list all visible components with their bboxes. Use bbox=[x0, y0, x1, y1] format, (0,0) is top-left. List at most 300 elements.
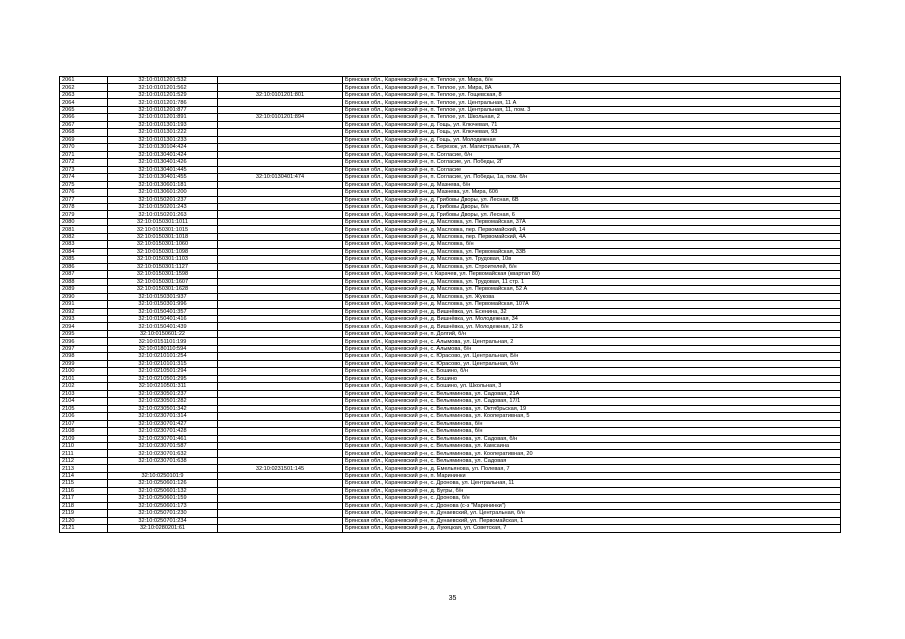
row-number-cell: 2102 bbox=[60, 383, 108, 390]
row-number-cell: 2109 bbox=[60, 435, 108, 442]
related-cadastral-number-cell bbox=[218, 510, 343, 517]
related-cadastral-number-cell bbox=[218, 405, 343, 412]
cadastral-number-cell: 32:10:0150301:1018 bbox=[108, 233, 218, 240]
row-number-cell: 2117 bbox=[60, 495, 108, 502]
cadastral-number-cell: 32:10:0150401:439 bbox=[108, 323, 218, 330]
row-number-cell: 2107 bbox=[60, 420, 108, 427]
cadastral-number-cell: 32:10:0230701:428 bbox=[108, 428, 218, 435]
row-number-cell: 2094 bbox=[60, 323, 108, 330]
row-number-cell: 2092 bbox=[60, 308, 108, 315]
related-cadastral-number-cell bbox=[218, 99, 343, 106]
cadastral-number-cell: 32:10:0230701:638 bbox=[108, 457, 218, 464]
cadastral-number-cell: 32:10:0130401:426 bbox=[108, 159, 218, 166]
address-cell: Брянская обл., Карачевский р-н, с. Вельяминова, б/н bbox=[343, 420, 841, 427]
related-cadastral-number-cell bbox=[218, 502, 343, 509]
cadastral-number-cell: 32:10:0210501:294 bbox=[108, 368, 218, 375]
related-cadastral-number-cell bbox=[218, 189, 343, 196]
table-row bbox=[60, 159, 841, 166]
row-number-cell: 2068 bbox=[60, 129, 108, 136]
table-row bbox=[60, 345, 841, 352]
address-cell: Брянская обл., Карачевский р-н, д. Масловка, пер. Первомайский, 4А bbox=[343, 233, 841, 240]
cadastral-number-cell: 32:10:0230701:427 bbox=[108, 420, 218, 427]
address-cell: Брянская обл., Карачевский р-н, с. Юрасово, ул. Центральная, Б/н bbox=[343, 353, 841, 360]
cadastral-number-cell: 32:10:0250601:173 bbox=[108, 502, 218, 509]
address-cell: Брянская обл., Карачевский р-н, д. Грибовы Дворы, ул. Лесная, 6 bbox=[343, 211, 841, 218]
cadastral-number-cell: 32:10:0101301:233 bbox=[108, 136, 218, 143]
row-number-cell: 2106 bbox=[60, 413, 108, 420]
address-cell: Брянская обл., Карачевский р-н, д. Масловка, ул. Первомайская, 37А bbox=[343, 218, 841, 225]
table-row bbox=[60, 338, 841, 345]
address-cell: Брянская обл., Карачевский р-н, с. Вельяминова, ул. Октябрьская, 19 bbox=[343, 405, 841, 412]
row-number-cell: 2100 bbox=[60, 368, 108, 375]
cadastral-number-cell: 32:10:0250601:126 bbox=[108, 480, 218, 487]
row-number-cell: 2121 bbox=[60, 525, 108, 532]
address-cell: Брянская обл., Карачевский р-н, п. Согласие bbox=[343, 166, 841, 173]
related-cadastral-number-cell bbox=[218, 420, 343, 427]
cadastral-number-cell: 32:10:0150401:416 bbox=[108, 316, 218, 323]
table-row bbox=[60, 278, 841, 285]
row-number-cell: 2065 bbox=[60, 106, 108, 113]
cadastral-number-cell: 32:10:0150201:263 bbox=[108, 211, 218, 218]
table-row bbox=[60, 457, 841, 464]
row-number-cell: 2099 bbox=[60, 360, 108, 367]
cadastral-number-cell: 32:10:0150301:996 bbox=[108, 301, 218, 308]
address-cell: Брянская обл., Карачевский р-н, с. Вельяминова, ул. Кооперативная, 20 bbox=[343, 450, 841, 457]
address-cell: Брянская обл., Карачевский р-н, с. Алымова, ул. Центральная, 2 bbox=[343, 338, 841, 345]
cadastral-number-cell: 32:10:0230501:282 bbox=[108, 398, 218, 405]
address-cell: Брянская обл., Карачевский р-н, д. Масловка, ул. Первомайская, 52 А bbox=[343, 286, 841, 293]
related-cadastral-number-cell bbox=[218, 495, 343, 502]
row-number-cell: 2118 bbox=[60, 502, 108, 509]
cadastral-number-cell: 32:10:0180110:594 bbox=[108, 345, 218, 352]
table-row bbox=[60, 525, 841, 532]
row-number-cell: 2088 bbox=[60, 278, 108, 285]
cadastral-number-cell: 32:10:0150301:1598 bbox=[108, 271, 218, 278]
cadastral-number-cell: 32:10:0150301:1060 bbox=[108, 241, 218, 248]
related-cadastral-number-cell bbox=[218, 159, 343, 166]
table-row bbox=[60, 383, 841, 390]
table-row bbox=[60, 129, 841, 136]
row-number-cell: 2119 bbox=[60, 510, 108, 517]
registry-table bbox=[59, 76, 841, 533]
table-row bbox=[60, 271, 841, 278]
address-cell: Брянская обл., Карачевский р-н, с. Дронова, ул. Центральная, 11 bbox=[343, 480, 841, 487]
cadastral-number-cell: 32:10:0210101:315 bbox=[108, 360, 218, 367]
table-row bbox=[60, 510, 841, 517]
address-cell: Брянская обл., Карачевский р-н, д. Гощь, ул. Ключевая, 93 bbox=[343, 129, 841, 136]
table-row bbox=[60, 286, 841, 293]
row-number-cell: 2116 bbox=[60, 487, 108, 494]
table-row bbox=[60, 203, 841, 210]
table-row bbox=[60, 151, 841, 158]
cadastral-number-cell: 32:10:0250101:9 bbox=[108, 472, 218, 479]
cadastral-number-cell: 32:10:0230501:342 bbox=[108, 405, 218, 412]
table-row bbox=[60, 368, 841, 375]
related-cadastral-number-cell bbox=[218, 330, 343, 337]
related-cadastral-number-cell bbox=[218, 301, 343, 308]
row-number-cell: 2089 bbox=[60, 286, 108, 293]
address-cell: Брянская обл., Карачевский р-н, д. Масловка, пер. Первомайский, 14 bbox=[343, 226, 841, 233]
cadastral-number-cell bbox=[108, 465, 218, 472]
related-cadastral-number-cell bbox=[218, 457, 343, 464]
row-number-cell: 2086 bbox=[60, 263, 108, 270]
address-cell: Брянская обл., Карачевский р-н, д. Вишнёвка, ул. Молодежная, 12 Б bbox=[343, 323, 841, 330]
cadastral-number-cell: 32:10:0150301:1628 bbox=[108, 286, 218, 293]
address-cell: Брянская обл., Карачевский р-н, с. Бошино bbox=[343, 375, 841, 382]
row-number-cell: 2076 bbox=[60, 189, 108, 196]
related-cadastral-number-cell bbox=[218, 308, 343, 315]
related-cadastral-number-cell bbox=[218, 480, 343, 487]
address-cell: Брянская обл., Карачевский р-н, п. Долгий, б/н bbox=[343, 330, 841, 337]
table-row bbox=[60, 480, 841, 487]
row-number-cell: 2082 bbox=[60, 233, 108, 240]
row-number-cell: 2101 bbox=[60, 375, 108, 382]
cadastral-number-cell: 32:10:0150301:1127 bbox=[108, 263, 218, 270]
row-number-cell: 2108 bbox=[60, 428, 108, 435]
address-cell: Брянская обл., Карачевский р-н, д. Мазнева, б/н bbox=[343, 181, 841, 188]
table-row bbox=[60, 91, 841, 98]
row-number-cell: 2079 bbox=[60, 211, 108, 218]
related-cadastral-number-cell bbox=[218, 450, 343, 457]
cadastral-number-cell: 32:10:0150601:22 bbox=[108, 330, 218, 337]
table-row bbox=[60, 241, 841, 248]
table-row bbox=[60, 256, 841, 263]
address-cell: Брянская обл., Карачевский р-н, п. Согласие, ул. Победы, 2Г bbox=[343, 159, 841, 166]
address-cell: Брянская обл., Карачевский р-н, д. Гощь, ул. Ключевая, 71 bbox=[343, 121, 841, 128]
registry-table-body bbox=[60, 77, 841, 533]
related-cadastral-number-cell bbox=[218, 487, 343, 494]
row-number-cell: 2072 bbox=[60, 159, 108, 166]
related-cadastral-number-cell bbox=[218, 435, 343, 442]
related-cadastral-number-cell bbox=[218, 218, 343, 225]
related-cadastral-number-cell bbox=[218, 263, 343, 270]
address-cell: Брянская обл., Карачевский р-н, д. Масловка, ул. Трудовая, 10в bbox=[343, 256, 841, 263]
row-number-cell: 2104 bbox=[60, 398, 108, 405]
row-number-cell: 2069 bbox=[60, 136, 108, 143]
address-cell: Брянская обл., Карачевский р-н, с. Вельяминова, ул. Садовая, 21А bbox=[343, 390, 841, 397]
table-row bbox=[60, 99, 841, 106]
table-row bbox=[60, 398, 841, 405]
row-number-cell: 2085 bbox=[60, 256, 108, 263]
table-row bbox=[60, 136, 841, 143]
related-cadastral-number-cell bbox=[218, 278, 343, 285]
table-row bbox=[60, 77, 841, 84]
related-cadastral-number-cell bbox=[218, 256, 343, 263]
cadastral-number-cell: 32:10:0130401:455 bbox=[108, 174, 218, 181]
table-row bbox=[60, 293, 841, 300]
related-cadastral-number-cell bbox=[218, 293, 343, 300]
related-cadastral-number-cell: 32:10:0101201:801 bbox=[218, 91, 343, 98]
table-row bbox=[60, 189, 841, 196]
related-cadastral-number-cell bbox=[218, 151, 343, 158]
cadastral-number-cell: 32:10:0230501:237 bbox=[108, 390, 218, 397]
related-cadastral-number-cell bbox=[218, 144, 343, 151]
row-number-cell: 2095 bbox=[60, 330, 108, 337]
address-cell: Брянская обл., Карачевский р-н, п. Согласие, ул. Победы, 1а, пом. б/н bbox=[343, 174, 841, 181]
address-cell: Брянская обл., Карачевский р-н, п. Теплое, ул. Центральная, 11, пом. 3 bbox=[343, 106, 841, 113]
cadastral-number-cell: 32:10:0230701:632 bbox=[108, 450, 218, 457]
address-cell: Брянская обл., Карачевский р-н, д. Масловка, ул. Первомайская, 33В bbox=[343, 248, 841, 255]
row-number-cell: 2075 bbox=[60, 181, 108, 188]
address-cell: Брянская обл., Карачевский р-н, с. Вельяминова, б/н bbox=[343, 428, 841, 435]
table-row bbox=[60, 353, 841, 360]
table-row bbox=[60, 442, 841, 449]
related-cadastral-number-cell bbox=[218, 181, 343, 188]
cadastral-number-cell: 32:10:0101201:532 bbox=[108, 77, 218, 84]
row-number-cell: 2081 bbox=[60, 226, 108, 233]
address-cell: Брянская обл., Карачевский р-н, п. Теплое, ул. Школьная, 2 bbox=[343, 114, 841, 121]
table-row bbox=[60, 144, 841, 151]
table-row bbox=[60, 196, 841, 203]
cadastral-number-cell: 32:10:0101201:877 bbox=[108, 106, 218, 113]
address-cell: Брянская обл., Карачевский р-н, п. Теплое, ул. Центральная, 11 А bbox=[343, 99, 841, 106]
related-cadastral-number-cell bbox=[218, 316, 343, 323]
address-cell: Брянская обл., Карачевский р-н, д. Емельянова, ул. Полевая, 7 bbox=[343, 465, 841, 472]
row-number-cell: 2115 bbox=[60, 480, 108, 487]
cadastral-number-cell: 32:10:0150301:1607 bbox=[108, 278, 218, 285]
address-cell: Брянская обл., Карачевский р-н, с. Алымова, б/н bbox=[343, 345, 841, 352]
cadastral-number-cell: 32:10:0210501:295 bbox=[108, 375, 218, 382]
table-row bbox=[60, 218, 841, 225]
row-number-cell: 2083 bbox=[60, 241, 108, 248]
table-row bbox=[60, 360, 841, 367]
row-number-cell: 2084 bbox=[60, 248, 108, 255]
cadastral-number-cell: 32:10:0150301:1103 bbox=[108, 256, 218, 263]
address-cell: Брянская обл., Карачевский р-н, п. Согласие, б/н bbox=[343, 151, 841, 158]
address-cell: Брянская обл., Карачевский р-н, с. Дронова, б/н bbox=[343, 495, 841, 502]
address-cell: Брянская обл., Карачевский р-н, п. Дунаевский, ул. Центральная, б/н bbox=[343, 510, 841, 517]
address-cell: Брянская обл., Карачевский р-н, с. Вельяминова, ул. Садовая bbox=[343, 457, 841, 464]
cadastral-number-cell: 32:10:0150401:357 bbox=[108, 308, 218, 315]
related-cadastral-number-cell bbox=[218, 413, 343, 420]
related-cadastral-number-cell bbox=[218, 241, 343, 248]
related-cadastral-number-cell bbox=[218, 271, 343, 278]
related-cadastral-number-cell bbox=[218, 442, 343, 449]
address-cell: Брянская обл., Карачевский р-н, п. Теплое, ул. Мира, б/н bbox=[343, 77, 841, 84]
cadastral-number-cell: 32:10:0210101:254 bbox=[108, 353, 218, 360]
related-cadastral-number-cell bbox=[218, 233, 343, 240]
related-cadastral-number-cell bbox=[218, 248, 343, 255]
cadastral-number-cell: 32:10:0150301:1098 bbox=[108, 248, 218, 255]
cadastral-number-cell: 32:10:0130601:200 bbox=[108, 189, 218, 196]
row-number-cell: 2103 bbox=[60, 390, 108, 397]
address-cell: Брянская обл., Карачевский р-н, с. Дронова (с-з "Марининки") bbox=[343, 502, 841, 509]
related-cadastral-number-cell bbox=[218, 390, 343, 397]
cadastral-number-cell: 32:10:0250701:234 bbox=[108, 517, 218, 524]
address-cell: Брянская обл., Карачевский р-н, д. Грибовы Дворы, б/н bbox=[343, 203, 841, 210]
table-row bbox=[60, 301, 841, 308]
related-cadastral-number-cell bbox=[218, 121, 343, 128]
cadastral-number-cell: 32:10:0210501:311 bbox=[108, 383, 218, 390]
related-cadastral-number-cell bbox=[218, 428, 343, 435]
cadastral-number-cell: 32:10:0101301:222 bbox=[108, 129, 218, 136]
row-number-cell: 2073 bbox=[60, 166, 108, 173]
row-number-cell: 2112 bbox=[60, 457, 108, 464]
table-row bbox=[60, 114, 841, 121]
row-number-cell: 2111 bbox=[60, 450, 108, 457]
address-cell: Брянская обл., Карачевский р-н, г. Карачев, ул. Первомайская (квартал 80) bbox=[343, 271, 841, 278]
cadastral-number-cell: 32:10:0150201:237 bbox=[108, 196, 218, 203]
table-row bbox=[60, 323, 841, 330]
table-row bbox=[60, 502, 841, 509]
row-number-cell: 2097 bbox=[60, 345, 108, 352]
address-cell: Брянская обл., Карачевский р-н, с. Березок, ул. Магистральная, 7А bbox=[343, 144, 841, 151]
cadastral-number-cell: 32:10:0130401:445 bbox=[108, 166, 218, 173]
row-number-cell: 2077 bbox=[60, 196, 108, 203]
table-row bbox=[60, 211, 841, 218]
table-row bbox=[60, 413, 841, 420]
address-cell: Брянская обл., Карачевский р-н, д. Вишнёвка, ул. Есенина, 32 bbox=[343, 308, 841, 315]
related-cadastral-number-cell bbox=[218, 211, 343, 218]
cadastral-number-cell: 32:10:0230701:314 bbox=[108, 413, 218, 420]
cadastral-number-cell: 32:10:0150201:243 bbox=[108, 203, 218, 210]
table-row bbox=[60, 84, 841, 91]
cadastral-number-cell: 32:10:0150301:937 bbox=[108, 293, 218, 300]
related-cadastral-number-cell bbox=[218, 129, 343, 136]
address-cell: Брянская обл., Карачевский р-н, с. Вельяминова, ул. Кооперативная, 5 bbox=[343, 413, 841, 420]
address-cell: Брянская обл., Карачевский р-н, с. Юрасово, ул. Центральная, б/н bbox=[343, 360, 841, 367]
address-cell: Брянская обл., Карачевский р-н, п. Марининки bbox=[343, 472, 841, 479]
cadastral-number-cell: 32:10:0130401:424 bbox=[108, 151, 218, 158]
cadastral-number-cell: 32:10:0230701:587 bbox=[108, 442, 218, 449]
address-cell: Брянская обл., Карачевский р-н, д. Вишнёвка, ул. Молодежная, 34 bbox=[343, 316, 841, 323]
row-number-cell: 2098 bbox=[60, 353, 108, 360]
address-cell: Брянская обл., Карачевский р-н, с. Вельяминова, ул. Садовая, 17/1 bbox=[343, 398, 841, 405]
row-number-cell: 2090 bbox=[60, 293, 108, 300]
related-cadastral-number-cell bbox=[218, 360, 343, 367]
related-cadastral-number-cell bbox=[218, 106, 343, 113]
row-number-cell: 2062 bbox=[60, 84, 108, 91]
page-number: 35 bbox=[448, 595, 457, 602]
address-cell: Брянская обл., Карачевский р-н, д. Масловка, ул. Трудовая, 11 стр. 1 bbox=[343, 278, 841, 285]
related-cadastral-number-cell bbox=[218, 226, 343, 233]
cadastral-number-cell: 32:10:0101201:786 bbox=[108, 99, 218, 106]
row-number-cell: 2114 bbox=[60, 472, 108, 479]
cadastral-number-cell: 32:10:0280201:61 bbox=[108, 525, 218, 532]
related-cadastral-number-cell bbox=[218, 203, 343, 210]
address-cell: Брянская обл., Карачевский р-н, п. Теплое, ул. Мира, 8А bbox=[343, 84, 841, 91]
row-number-cell: 2061 bbox=[60, 77, 108, 84]
table-row bbox=[60, 233, 841, 240]
row-number-cell: 2120 bbox=[60, 517, 108, 524]
table-row bbox=[60, 450, 841, 457]
table-row bbox=[60, 495, 841, 502]
table-row bbox=[60, 174, 841, 181]
cadastral-number-cell: 32:10:0250701:230 bbox=[108, 510, 218, 517]
table-row bbox=[60, 181, 841, 188]
cadastral-number-cell: 32:10:0101201:562 bbox=[108, 84, 218, 91]
related-cadastral-number-cell bbox=[218, 286, 343, 293]
table-row bbox=[60, 330, 841, 337]
related-cadastral-number-cell bbox=[218, 323, 343, 330]
row-number-cell: 2110 bbox=[60, 442, 108, 449]
row-number-cell: 2091 bbox=[60, 301, 108, 308]
table-row bbox=[60, 405, 841, 412]
cadastral-number-cell: 32:10:0150301:1011 bbox=[108, 218, 218, 225]
address-cell: Брянская обл., Карачевский р-н, д. Мазнева, ул. Мира, 60б bbox=[343, 189, 841, 196]
related-cadastral-number-cell: 32:10:0101201:894 bbox=[218, 114, 343, 121]
table-row bbox=[60, 308, 841, 315]
table-row bbox=[60, 166, 841, 173]
cadastral-number-cell: 32:10:0130601:181 bbox=[108, 181, 218, 188]
related-cadastral-number-cell bbox=[218, 338, 343, 345]
cadastral-number-cell: 32:10:0151101:199 bbox=[108, 338, 218, 345]
address-cell: Брянская обл., Карачевский р-н, с. Вельяминова, ул. Камсаина bbox=[343, 442, 841, 449]
address-cell: Брянская обл., Карачевский р-н, с. Бошино, ул. Школьная, 3 bbox=[343, 383, 841, 390]
table-row bbox=[60, 390, 841, 397]
related-cadastral-number-cell bbox=[218, 472, 343, 479]
table-row bbox=[60, 487, 841, 494]
row-number-cell: 2093 bbox=[60, 316, 108, 323]
table-row bbox=[60, 226, 841, 233]
address-cell: Брянская обл., Карачевский р-н, д. Гощь, ул. Молодежная bbox=[343, 136, 841, 143]
address-cell: Брянская обл., Карачевский р-н, д. Масловка, ул. Строителей, б/н bbox=[343, 263, 841, 270]
related-cadastral-number-cell bbox=[218, 383, 343, 390]
row-number-cell: 2074 bbox=[60, 174, 108, 181]
address-cell: Брянская обл., Карачевский р-н, д. Масловка, ул. Жукова bbox=[343, 293, 841, 300]
address-cell: Брянская обл., Карачевский р-н, с. Бошино, б/н bbox=[343, 368, 841, 375]
related-cadastral-number-cell bbox=[218, 353, 343, 360]
related-cadastral-number-cell bbox=[218, 345, 343, 352]
related-cadastral-number-cell bbox=[218, 517, 343, 524]
address-cell: Брянская обл., Карачевский р-н, д. Грибовы Дворы, ул. Лесная, 6В bbox=[343, 196, 841, 203]
table-row bbox=[60, 106, 841, 113]
related-cadastral-number-cell bbox=[218, 196, 343, 203]
related-cadastral-number-cell bbox=[218, 136, 343, 143]
address-cell: Брянская обл., Карачевский р-н, п. Дунаевский, ул. Первомайская, 1 bbox=[343, 517, 841, 524]
cadastral-number-cell: 32:10:0130104:424 bbox=[108, 144, 218, 151]
address-cell: Брянская обл., Карачевский р-н, д. Лукецкая, ул. Советская, 7 bbox=[343, 525, 841, 532]
related-cadastral-number-cell bbox=[218, 84, 343, 91]
table-row bbox=[60, 375, 841, 382]
table-row bbox=[60, 248, 841, 255]
related-cadastral-number-cell: 32:10:0231501:145 bbox=[218, 465, 343, 472]
table-row bbox=[60, 517, 841, 524]
table-row bbox=[60, 263, 841, 270]
row-number-cell: 2105 bbox=[60, 405, 108, 412]
related-cadastral-number-cell bbox=[218, 368, 343, 375]
cadastral-number-cell: 32:10:0101201:529 bbox=[108, 91, 218, 98]
address-cell: Брянская обл., Карачевский р-н, с. Вельяминова, ул. Садовая, б/н bbox=[343, 435, 841, 442]
table-row bbox=[60, 316, 841, 323]
row-number-cell: 2064 bbox=[60, 99, 108, 106]
address-cell: Брянская обл., Карачевский р-н, п. Теплое, ул. Гощевская, 8 bbox=[343, 91, 841, 98]
row-number-cell: 2096 bbox=[60, 338, 108, 345]
related-cadastral-number-cell bbox=[218, 375, 343, 382]
row-number-cell: 2087 bbox=[60, 271, 108, 278]
row-number-cell: 2067 bbox=[60, 121, 108, 128]
related-cadastral-number-cell bbox=[218, 525, 343, 532]
related-cadastral-number-cell bbox=[218, 166, 343, 173]
row-number-cell: 2080 bbox=[60, 218, 108, 225]
cadastral-number-cell: 32:10:0250601:132 bbox=[108, 487, 218, 494]
row-number-cell: 2070 bbox=[60, 144, 108, 151]
cadastral-number-cell: 32:10:0150301:1015 bbox=[108, 226, 218, 233]
cadastral-number-cell: 32:10:0101201:891 bbox=[108, 114, 218, 121]
address-cell: Брянская обл., Карачевский р-н, д. Масловка, ул. Первомайская, 107А bbox=[343, 301, 841, 308]
row-number-cell: 2066 bbox=[60, 114, 108, 121]
cadastral-number-cell: 32:10:0230701:461 bbox=[108, 435, 218, 442]
table-row bbox=[60, 121, 841, 128]
address-cell: Брянская обл., Карачевский р-н, д. Бугры, б/н bbox=[343, 487, 841, 494]
address-cell: Брянская обл., Карачевский р-н, д. Масловка, б/н bbox=[343, 241, 841, 248]
row-number-cell: 2063 bbox=[60, 91, 108, 98]
row-number-cell: 2071 bbox=[60, 151, 108, 158]
row-number-cell: 2078 bbox=[60, 203, 108, 210]
cadastral-number-cell: 32:10:0250601:159 bbox=[108, 495, 218, 502]
related-cadastral-number-cell: 32:10:0130401:474 bbox=[218, 174, 343, 181]
row-number-cell: 2113 bbox=[60, 465, 108, 472]
